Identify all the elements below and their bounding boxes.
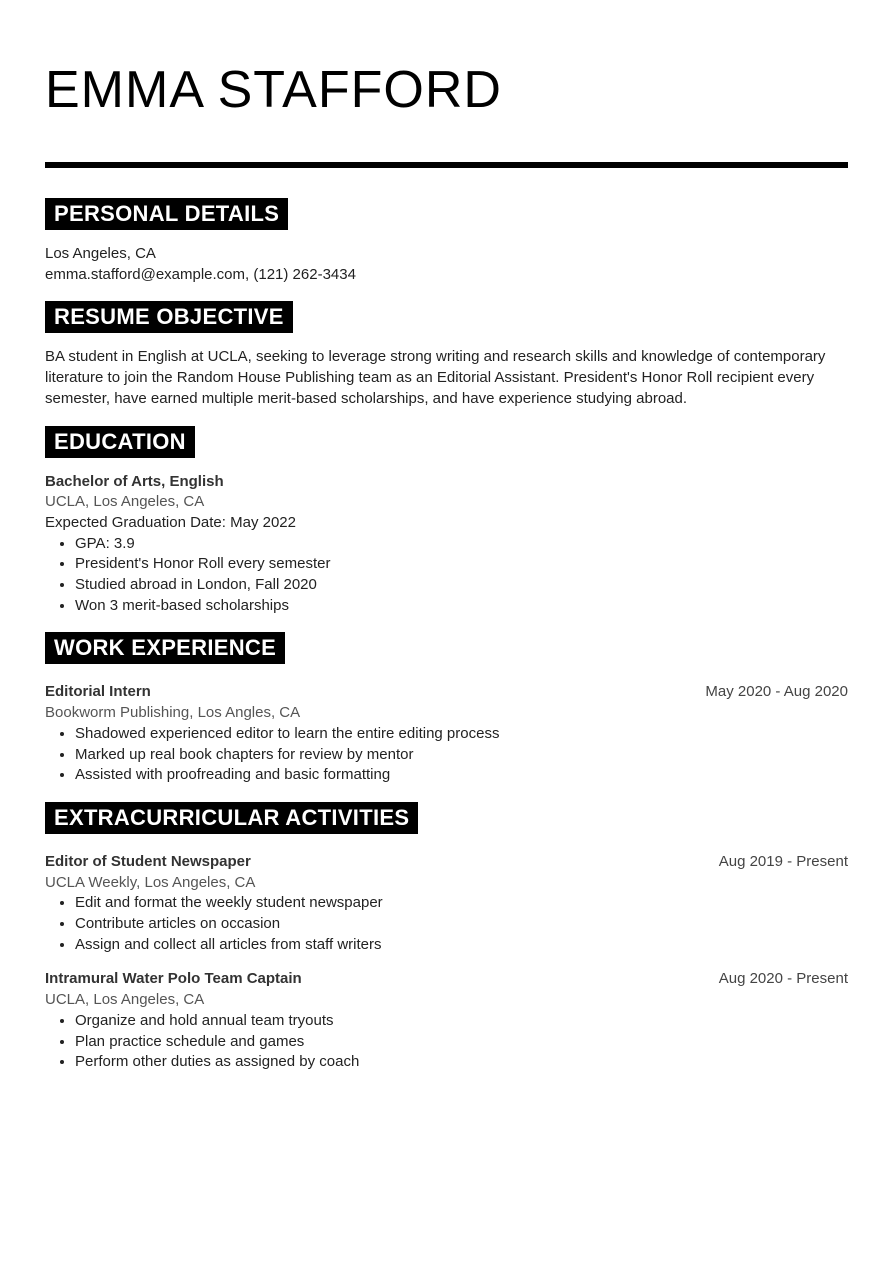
list-item: • President's Honor Roll every semester bbox=[75, 554, 848, 575]
degree-title: Bachelor of Arts, English bbox=[45, 472, 224, 490]
education-section bbox=[45, 426, 848, 617]
objective-text: BA student in English at UCLA, seeking to leverage strong writing and research skills and knowledge of contemporary literature to join the Random House Publishing team as an Editorial Assistant. President's Honor Roll recipient every semester, have earned multiple merit-based scholarships, and have experience studying abroad. bbox=[45, 348, 826, 407]
section-title-personal-details: PERSONAL DETAILS bbox=[45, 198, 288, 230]
resume-content bbox=[45, 198, 848, 1089]
section-title-resume-objective: RESUME OBJECTIVE bbox=[45, 301, 293, 333]
list-item: • Plan practice schedule and games bbox=[75, 1032, 848, 1053]
activity-bullets bbox=[45, 893, 848, 955]
activity-org: UCLA Weekly, Los Angeles, CA bbox=[45, 873, 256, 891]
section-title-extracurricular: EXTRACURRICULAR ACTIVITIES bbox=[45, 802, 418, 834]
personal-details-section bbox=[45, 198, 848, 285]
list-item: • Assisted with proofreading and basic formatting bbox=[75, 765, 848, 786]
list-item: • Edit and format the weekly student newspaper bbox=[75, 893, 848, 914]
job-title: Editorial Intern bbox=[45, 683, 151, 701]
activity-bullets bbox=[45, 1011, 848, 1073]
education-bullets bbox=[45, 534, 848, 617]
list-item: • Won 3 merit-based scholarships bbox=[75, 596, 848, 617]
candidate-name: EMMA STAFFORD bbox=[45, 61, 502, 119]
header-divider bbox=[45, 162, 848, 168]
job-dates: May 2020 - Aug 2020 bbox=[705, 683, 848, 701]
school-name: UCLA, Los Angeles, CA bbox=[45, 493, 205, 511]
activity-title: Editor of Student Newspaper bbox=[45, 852, 251, 870]
graduation-date: Expected Graduation Date: May 2022 bbox=[45, 513, 296, 531]
list-item: • Marked up real book chapters for review by mentor bbox=[75, 745, 848, 766]
activity-item bbox=[45, 969, 848, 1073]
activity-item bbox=[45, 852, 848, 956]
work-item bbox=[45, 682, 848, 786]
activity-dates: Aug 2020 - Present bbox=[718, 970, 848, 988]
employer-name: Bookworm Publishing, Los Angles, CA bbox=[45, 704, 301, 722]
section-title-education: EDUCATION bbox=[45, 426, 195, 458]
activity-org: UCLA, Los Angeles, CA bbox=[45, 991, 205, 1009]
list-item: • Assign and collect all articles from staff writers bbox=[75, 935, 848, 956]
contact-text: emma.stafford@example.com, (121) 262-3434 bbox=[45, 265, 356, 283]
location-text: Los Angeles, CA bbox=[45, 245, 156, 262]
list-item: • GPA: 3.9 bbox=[75, 534, 848, 555]
list-item: • Studied abroad in London, Fall 2020 bbox=[75, 575, 848, 596]
activity-title: Intramural Water Polo Team Captain bbox=[45, 970, 302, 988]
extracurricular-section bbox=[45, 802, 848, 1073]
job-bullets bbox=[45, 724, 848, 786]
resume-objective-section bbox=[45, 301, 848, 409]
work-experience-section bbox=[45, 632, 848, 786]
activity-dates: Aug 2019 - Present bbox=[718, 852, 848, 870]
list-item: • Perform other duties as assigned by coach bbox=[75, 1052, 848, 1073]
list-item: • Organize and hold annual team tryouts bbox=[75, 1011, 848, 1032]
section-title-work-experience: WORK EXPERIENCE bbox=[45, 632, 285, 664]
list-item: • Contribute articles on occasion bbox=[75, 914, 848, 935]
list-item: • Shadowed experienced editor to learn the entire editing process bbox=[75, 724, 848, 745]
